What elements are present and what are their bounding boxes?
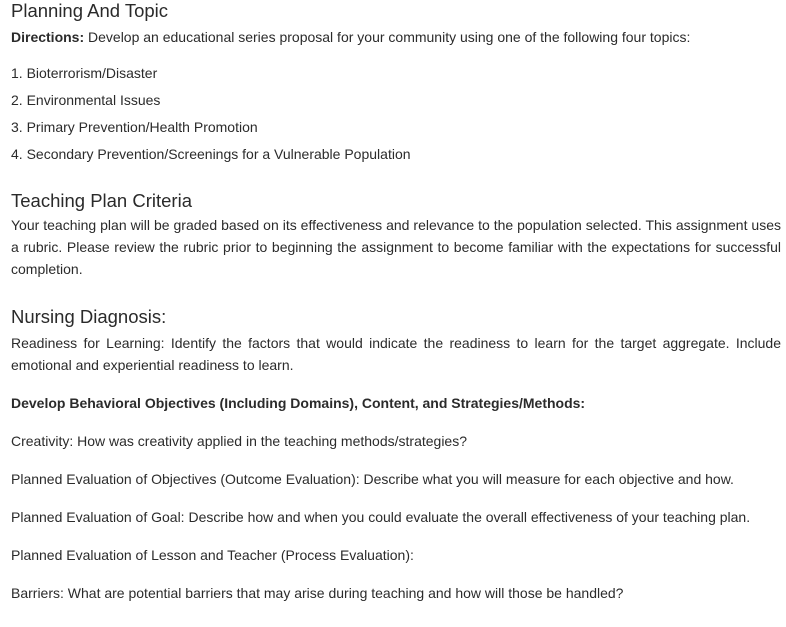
topic-item-3: 3. Primary Prevention/Health Promotion [11, 119, 258, 135]
heading-planning-and-topic: Planning And Topic [11, 0, 169, 21]
topic-item-1: 1. Bioterrorism/Disaster [11, 65, 158, 81]
teaching-plan-criteria-body: Your teaching plan will be graded based on its effectiveness and relevance to the population selected. This assignment uses a rubric. Please review the rubric prior to beginning the assignment to become familiar with the expectations for successful completion. [11, 217, 781, 277]
readiness-for-learning-paragraph: Readiness for Learning: Identify the factors that would indicate the readiness to learn for the target aggregate. Include emotional and experiential readiness to learn. [11, 335, 781, 373]
behavioral-objectives-heading-text: Develop Behavioral Objectives (Including Domains), Content, and Strategies/Methods: [11, 395, 586, 411]
heading-teaching-plan-criteria: Teaching Plan Criteria [11, 190, 192, 211]
evaluation-lesson-teacher-item: Planned Evaluation of Lesson and Teacher (Process Evaluation): [11, 547, 414, 563]
topic-item-4: 4. Secondary Prevention/Screenings for a Vulnerable Population [11, 146, 411, 162]
directions-paragraph [11, 26, 781, 48]
heading-nursing-diagnosis: Nursing Diagnosis: [11, 306, 167, 327]
topics-list [11, 60, 781, 168]
evaluation-goal-item: Planned Evaluation of Goal: Describe how and when you could evaluate the overall effectiveness of your teaching plan. [11, 509, 751, 525]
barriers-item: Barriers: What are potential barriers that may arise during teaching and how will those be handled? [11, 585, 624, 601]
evaluation-objectives-item: Planned Evaluation of Objectives (Outcome Evaluation): Describe what you will measure for each objective and how. [11, 471, 734, 487]
directions-text: Develop an educational series proposal for your community using one of the following four topics: [84, 29, 691, 45]
creativity-item: Creativity: How was creativity applied in the teaching methods/strategies? [11, 433, 467, 449]
topic-item-2: 2. Environmental Issues [11, 92, 161, 108]
directions-label: Directions: [11, 29, 85, 45]
behavioral-objectives-heading [11, 392, 781, 414]
